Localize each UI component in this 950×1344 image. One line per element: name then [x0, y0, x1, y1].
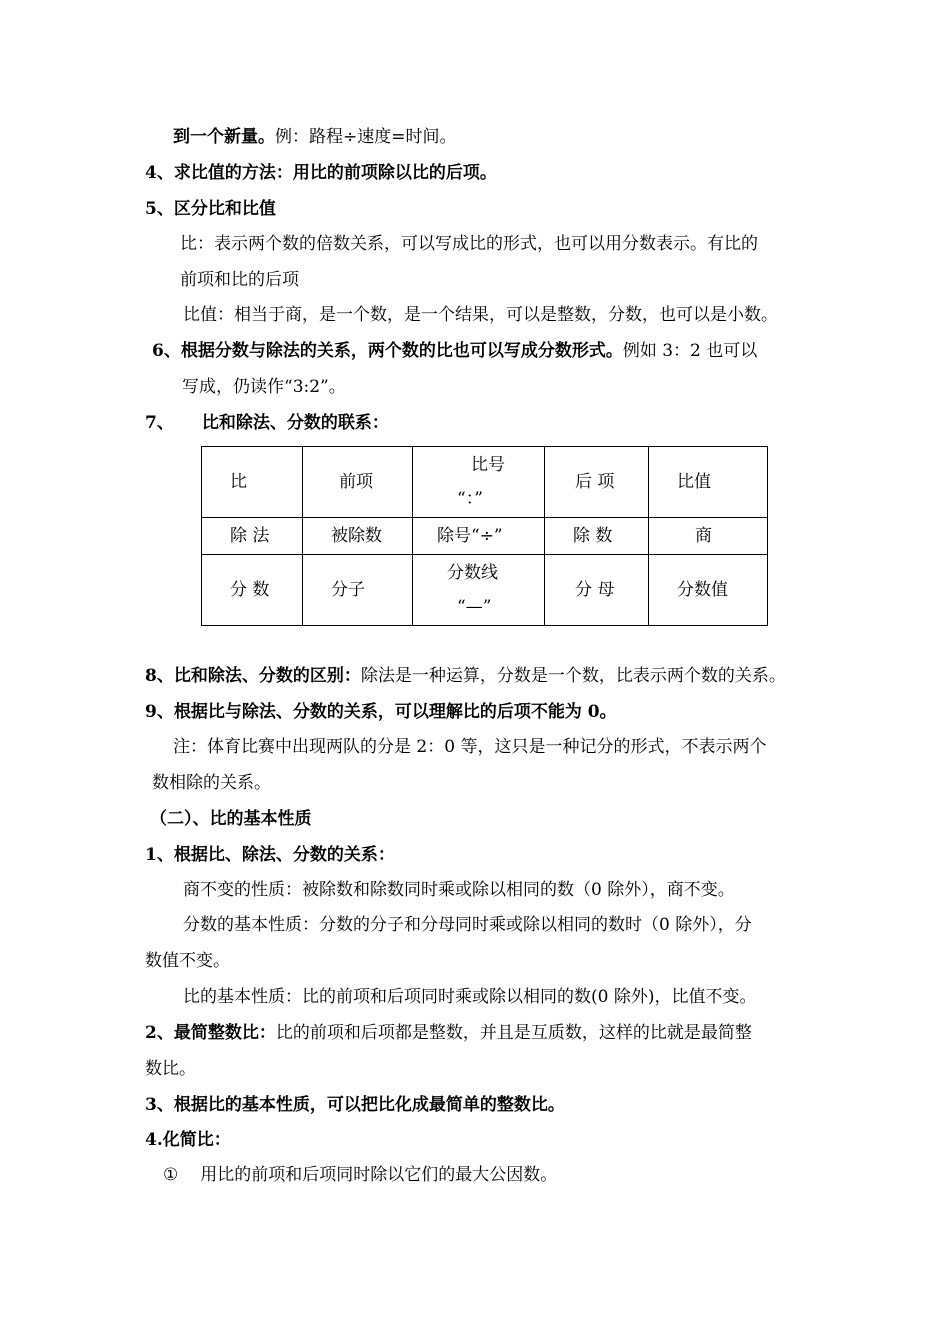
- point-4-simplify: 4.化简比：: [145, 1130, 231, 1150]
- text-line-1: [173, 126, 457, 148]
- table-row: [202, 447, 768, 518]
- table-cell: 分子: [303, 555, 413, 626]
- table-row: [202, 555, 768, 626]
- point-2: [145, 1022, 752, 1044]
- table-cell: 后 项: [545, 447, 649, 518]
- point-8: [145, 665, 786, 687]
- note-line: 注：体育比赛中出现两队的分是 2：0 等，这只是一种记分的形式，不表示两个: [173, 737, 767, 757]
- table-cell: 除号“÷”: [413, 518, 545, 555]
- quotient-property: 商不变的性质：被除数和除数同时乘或除以相同的数（0 除外），商不变。: [183, 880, 735, 900]
- table-cell: 比值: [649, 447, 768, 518]
- fraction-property-cont: 数值不变。: [145, 951, 230, 971]
- table-cell: 分 数: [202, 555, 303, 626]
- point-8-text: 除法是一种运算，分数是一个数，比表示两个数的关系。: [360, 666, 786, 686]
- point-4: 4、求比值的方法：用比的前项除以比的后项。: [145, 163, 497, 183]
- table-cell: 前项: [303, 447, 413, 518]
- ratio-definition: 比：表示两个数的倍数关系，可以写成比的形式，也可以用分数表示。有比的: [180, 234, 758, 254]
- point-8-bold: 8、比和除法、分数的区别：: [145, 666, 361, 686]
- table-cell: 分数值: [649, 555, 768, 626]
- point-6-bold: 6、根据分数与除法的关系，两个数的比也可以写成分数形式。: [152, 341, 623, 361]
- ratio-definition-cont: 前项和比的后项: [180, 270, 299, 290]
- table-cell: 除 数: [545, 518, 649, 555]
- table-cell: 比: [202, 447, 303, 518]
- ratio-value-definition: 比值：相当于商，是一个数，是一个结果，可以是整数，分数，也可以是小数。: [183, 305, 778, 325]
- point-5: 5、区分比和比值: [145, 199, 276, 219]
- fraction-property: 分数的基本性质：分数的分子和分母同时乘或除以相同的数时（0 除外），分: [183, 915, 752, 935]
- point-7-text: 比和除法、分数的联系：: [201, 413, 389, 433]
- table-cell: 被除数: [303, 518, 413, 555]
- point-2-text: 比的前项和后项都是整数，并且是互质数，这样的比就是最简整: [275, 1023, 752, 1043]
- table-cell: 商: [649, 518, 768, 555]
- point-2-bold: 2、最简整数比：: [145, 1023, 276, 1043]
- list-item-text: 用比的前项和后项同时除以它们的最大公因数。: [200, 1165, 558, 1185]
- table-cell: 分数线 “—”: [413, 555, 545, 626]
- table-cell: 除 法: [202, 518, 303, 555]
- point-1: 1、根据比、除法、分数的关系：: [145, 845, 395, 865]
- section-heading: （二）、比的基本性质: [150, 809, 312, 829]
- note-line-cont: 数相除的关系。: [152, 773, 271, 793]
- table-cell: 比号 “：”: [413, 447, 545, 518]
- point-7: [145, 412, 389, 434]
- relation-table: [201, 446, 768, 626]
- example-text: 例：路程÷速度=时间。: [275, 127, 457, 147]
- bold-phrase: 到一个新量。: [173, 127, 275, 147]
- point-2-cont: 数比。: [145, 1059, 196, 1079]
- point-6: [152, 340, 757, 362]
- point-6-cont: 写成，仍读作“3:2”。: [182, 377, 346, 397]
- ratio-property: 比的基本性质：比的前项和后项同时乘或除以相同的数(0 除外)，比值不变。: [183, 987, 757, 1007]
- table-cell: 分 母: [545, 555, 649, 626]
- table-row: [202, 518, 768, 555]
- circled-number: ①: [163, 1165, 179, 1185]
- point-6-example: 例如 3：2 也可以: [622, 341, 758, 361]
- point-9: 9、根据比与除法、分数的关系，可以理解比的后项不能为 0。: [145, 702, 617, 722]
- list-item: [163, 1164, 557, 1186]
- point-7-number: 7、: [145, 413, 174, 433]
- point-3: 3、根据比的基本性质，可以把比化成最简单的整数比。: [145, 1095, 565, 1115]
